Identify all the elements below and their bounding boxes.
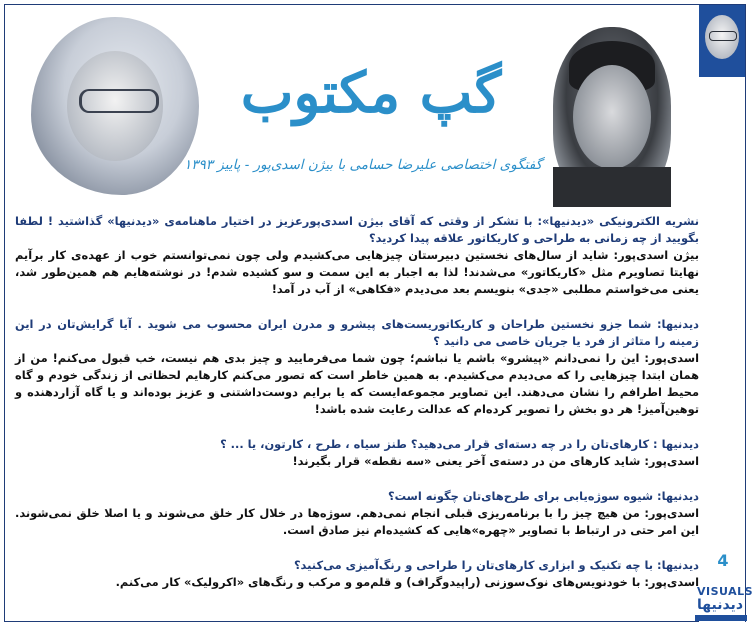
answer-text: بیژن اسدی‌پور: شاید از سال‌های نخستین دبیرستان چیزهایی می‌کشیدم ولی چون نمی‌توانستم خوب از عهده‌ی کار برآیم نهایتا تصاویرم مثل «کاریکاتور» می‌شدند! لذا به اجبار به این سمت و سو کشیده شدم! در نوشته‌هایم هم همین‌طور شد، یعنی می‌خواستم مطلبی «جدی» بنویسم بعد می‌دیدم «فکاهی» از آب در آمد! bbox=[15, 248, 699, 296]
portrait-face bbox=[573, 65, 651, 169]
magazine-logo bbox=[695, 583, 753, 623]
logo-latin-text: VISUALS bbox=[697, 585, 753, 598]
qa-block-2 bbox=[15, 316, 699, 418]
glasses-shape bbox=[79, 89, 159, 113]
question-text: دیدنیها: با چه تکنیک و ابزاری کارهای‌تان را طراحی و رنگ‌آمیزی می‌کنید؟ bbox=[293, 558, 699, 572]
qa-block-5 bbox=[15, 557, 699, 591]
answer-text: اسدی‌پور: این را نمی‌دانم «پیشرو» باشم یا نباشم؛ چون شما می‌فرمایید و چیز بدی هم نیست، خب قبول می‌کنم! من از همان ابتدا چیزهایی را که می‌دیدم می‌کشیدم. به همین خاطر است که تصور می‌کنم کارهایم لحظاتی از زندگی خودم و گاه محیط اطرافم را نشان می‌دهند. این تصاویر مجموعه‌ایست که یا برایم دوست‌داشتنی و عزیز بوده‌اند و یا گاه آزاردهنده و توهین‌آمیز! هر دو بخش را تصویر کرده‌ام که عدالت رعایت شده باشد! bbox=[15, 351, 699, 416]
magazine-page bbox=[4, 4, 753, 622]
interviewee-photo bbox=[553, 27, 671, 203]
question-text: دیدنیها: شیوه سوژه‌یابی برای طرح‌های‌تان چگونه است؟ bbox=[387, 489, 699, 503]
interview-text bbox=[15, 213, 699, 609]
answer-text: اسدی‌پور: من هیچ چیز را با برنامه‌ریزی قبلی انجام نمی‌دهم. سوژه‌ها در خلال کار خلق می‌شوند و یا اصلا خلق نمی‌شوند. این امر حتی در ارتباط با تصاویر «چهره»هایی که کشیده‌ام نیز صادق است. bbox=[15, 506, 699, 537]
page-number: 4 bbox=[717, 551, 729, 570]
header bbox=[5, 5, 745, 210]
qa-block-1 bbox=[15, 213, 699, 298]
page-title: گپ مکتوب bbox=[240, 60, 502, 126]
side-strip bbox=[699, 77, 745, 623]
question-text: نشریه الکترونیکی «دیدنیها»: با تشکر از وقتی که آقای بیژن اسدی‌پورعزیز در اختیار ماهنامه‌ی «دیدنیها» گذاشتید ! لطفا بگویید از چه زمانی به طراحی و کاریکاتور علاقه پیدا کردید؟ bbox=[15, 214, 699, 245]
corner-thumbnail-photo bbox=[699, 5, 745, 77]
qa-block-3 bbox=[15, 436, 699, 470]
logo-persian-text: دیدنیها bbox=[697, 597, 743, 613]
portrait-shirt bbox=[553, 167, 671, 207]
answer-text: اسدی‌پور: با خودنویس‌های نوک‌سوزنی (راپیدوگراف) و قلم‌مو و مرکب و رنگ‌های «اکرولیک» کار می‌کنم. bbox=[115, 575, 699, 589]
question-text: دیدنیها: شما جزو نخستین طراحان و کاریکاتوریست‌های پیشرو و مدرن ایران محسوب می شوید . آیا گرایش‌تان در این زمینه را متاثر از فرد یا جریان خاصی می دانید ؟ bbox=[15, 317, 699, 348]
page-subtitle: گفتگوی اختصاصی علیرضا حسامی با بیژن اسدی‌پور - پاییز ۱۳۹۳ bbox=[183, 157, 543, 173]
logo-bar bbox=[695, 615, 747, 621]
answer-text: اسدی‌پور: شاید کارهای من در دسته‌ی آخر یعنی «سه نقطه» قرار بگیرند! bbox=[292, 454, 699, 468]
qa-block-4 bbox=[15, 488, 699, 539]
thumbnail-glasses bbox=[709, 31, 737, 41]
question-text: دیدنیها : کارهای‌تان را در چه دسته‌ای قرار می‌دهید؟ طنز سیاه ، طرح ، کارتون، یا ... ؟ bbox=[220, 437, 699, 451]
